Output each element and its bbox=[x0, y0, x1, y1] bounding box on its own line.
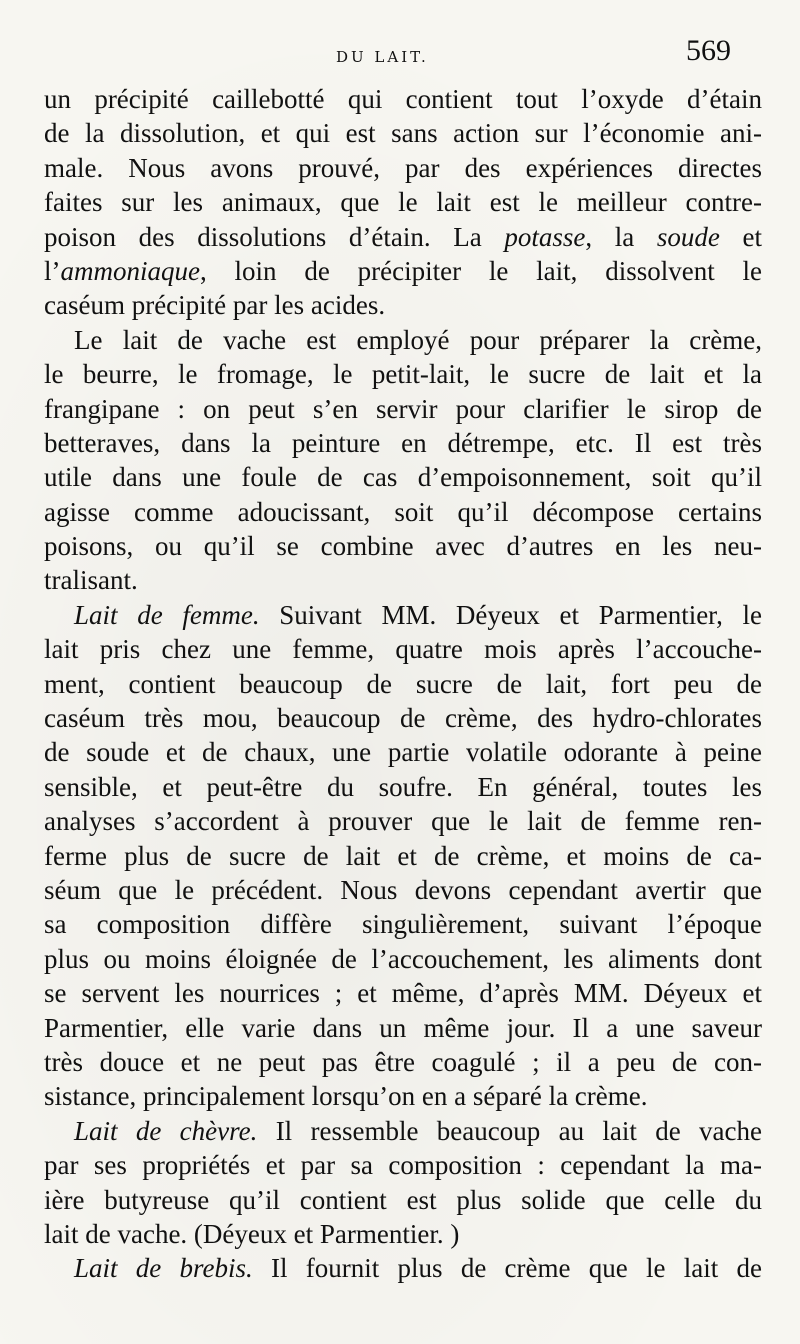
text-line bbox=[44, 1011, 762, 1045]
text-segment: très douce et ne peut pas être coagulé ; il a peu de con- bbox=[44, 1046, 762, 1077]
page-header bbox=[0, 30, 800, 78]
italic-text: potasse bbox=[504, 221, 586, 252]
text-line bbox=[44, 907, 762, 941]
text-line bbox=[44, 804, 762, 838]
text-line bbox=[44, 1045, 762, 1079]
text-segment: faites sur les animaux, que le lait est le meilleur contre- bbox=[44, 187, 762, 218]
text-segment: tralisant. bbox=[44, 565, 138, 596]
text-line bbox=[44, 357, 762, 391]
text-segment: se servent les nourrices ; et même, d’après MM. Déyeux et bbox=[44, 978, 762, 1009]
text-segment: de la dissolution, et qui est sans action sur l’économie ani- bbox=[44, 118, 762, 149]
text-line bbox=[44, 735, 762, 769]
text-segment: ferme plus de sucre de lait et de crème, et moins de ca- bbox=[44, 840, 762, 871]
text-segment: Parmentier, elle varie dans un même jour. Il a une saveur bbox=[44, 1012, 762, 1043]
text-line bbox=[44, 598, 762, 632]
text-segment: betteraves, dans la peinture en détrempe, etc. Il est très bbox=[44, 427, 762, 458]
text-segment: Le lait de vache est employé pour préparer la crème, bbox=[74, 324, 762, 355]
text-line bbox=[44, 82, 762, 116]
text-segment: frangipane : on peut s’en servir pour clarifier le sirop de bbox=[44, 393, 762, 424]
text-segment: Il ressemble beaucoup au lait de vache bbox=[257, 1115, 762, 1146]
page-number: 569 bbox=[686, 34, 731, 67]
running-title: DU LAIT. bbox=[336, 48, 429, 66]
text-line bbox=[44, 288, 762, 322]
text-line bbox=[44, 701, 762, 735]
text-line bbox=[44, 1251, 762, 1285]
text-line bbox=[44, 151, 762, 185]
text-segment: lait pris chez une femme, quatre mois après l’accouche- bbox=[44, 634, 762, 665]
text-segment: Suivant MM. Déyeux et Parmentier, le bbox=[259, 599, 762, 630]
italic-text: Lait de femme. bbox=[74, 599, 260, 630]
text-line bbox=[44, 426, 762, 460]
text-line bbox=[44, 976, 762, 1010]
italic-text: ammoniaque bbox=[60, 255, 200, 286]
text-segment: male. Nous avons prouvé, par des expériences directes bbox=[44, 152, 762, 183]
text-line bbox=[44, 1114, 762, 1148]
body-text bbox=[44, 82, 762, 1286]
text-line bbox=[44, 495, 762, 529]
text-line bbox=[44, 254, 762, 288]
text-line bbox=[44, 323, 762, 357]
text-line bbox=[44, 839, 762, 873]
text-segment: , loin de précipiter le lait, dissolvent le bbox=[199, 255, 762, 286]
text-line bbox=[44, 667, 762, 701]
text-segment: par ses propriétés et par sa composition : cependant la ma- bbox=[44, 1150, 762, 1181]
text-line bbox=[44, 770, 762, 804]
text-segment: Il fournit plus de crème que le lait de bbox=[252, 1253, 762, 1284]
text-segment: et bbox=[719, 221, 762, 252]
text-segment: sa composition diffère singulièrement, suivant l’époque bbox=[44, 909, 762, 940]
text-line bbox=[44, 460, 762, 494]
text-segment: plus ou moins éloignée de l’accouchement, les aliments dont bbox=[44, 943, 762, 974]
text-segment: le beurre, le fromage, le petit-lait, le sucre de lait et la bbox=[44, 359, 762, 390]
text-line bbox=[44, 873, 762, 907]
text-segment: ière butyreuse qu’il contient est plus solide que celle du bbox=[44, 1184, 762, 1215]
text-segment: lait de vache. (Déyeux et Parmentier. ) bbox=[44, 1218, 460, 1249]
text-line bbox=[44, 529, 762, 563]
text-segment: de soude et de chaux, une partie volatile odorante à peine bbox=[44, 737, 762, 768]
italic-text: Lait de chèvre. bbox=[74, 1115, 258, 1146]
text-line bbox=[44, 942, 762, 976]
text-segment: analyses s’accordent à prouver que le lait de femme ren- bbox=[44, 806, 762, 837]
text-segment: caséum très mou, beaucoup de crème, des hydro-chlorates bbox=[44, 703, 762, 734]
text-line bbox=[44, 632, 762, 666]
italic-text: soude bbox=[656, 221, 720, 252]
text-segment: ment, contient beaucoup de sucre de lait, fort peu de bbox=[44, 668, 762, 699]
text-line bbox=[44, 185, 762, 219]
text-segment: sistance, principalement lorsqu’on en a séparé la crème. bbox=[44, 1081, 648, 1112]
text-line bbox=[44, 1148, 762, 1182]
text-segment: sensible, et peut-être du soufre. En général, toutes les bbox=[44, 771, 762, 802]
text-segment: caséum précipité par les acides. bbox=[44, 290, 386, 321]
text-line bbox=[44, 1079, 762, 1113]
text-segment: séum que le précédent. Nous devons cependant avertir que bbox=[44, 874, 762, 905]
italic-text: Lait de brebis. bbox=[74, 1253, 253, 1284]
text-line bbox=[44, 1183, 762, 1217]
text-line bbox=[44, 116, 762, 150]
text-line bbox=[44, 220, 762, 254]
text-line bbox=[44, 1217, 762, 1251]
text-segment: poisons, ou qu’il se combine avec d’autres en les neu- bbox=[44, 531, 762, 562]
text-segment: l’ bbox=[44, 255, 61, 286]
text-line bbox=[44, 392, 762, 426]
text-line bbox=[44, 563, 762, 597]
text-segment: poison des dissolutions d’étain. La bbox=[44, 221, 505, 252]
text-segment: agisse comme adoucissant, soit qu’il décompose certains bbox=[44, 496, 762, 527]
text-segment: , la bbox=[585, 221, 657, 252]
text-segment: utile dans une foule de cas d’empoisonnement, soit qu’il bbox=[44, 462, 762, 493]
text-segment: un précipité caillebotté qui contient tout l’oxyde d’étain bbox=[44, 84, 762, 114]
